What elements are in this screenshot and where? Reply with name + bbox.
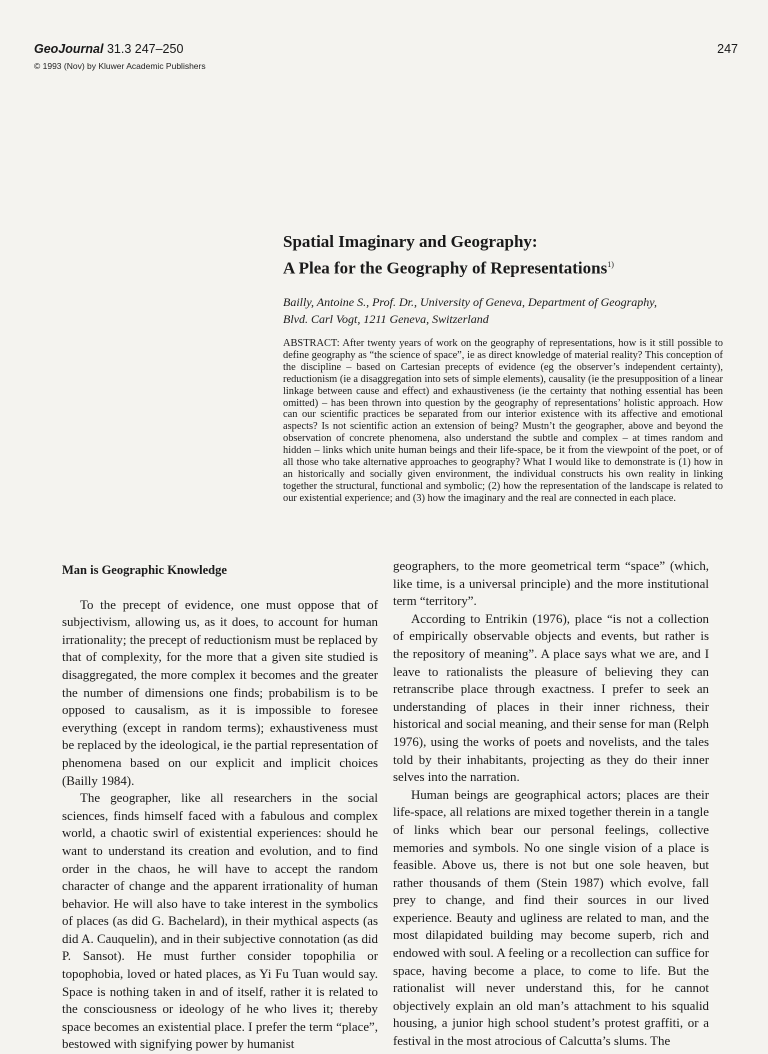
right-column xyxy=(393,558,709,1051)
journal-citation xyxy=(34,42,183,56)
body-paragraph: The geographer, like all researchers in the social sciences, finds himself faced with a fabulous and complex world, a chaotic swirl of existential experiences: should he want to understand its creation and evolution, and to find order in the chaos, he will have to accept the random character of change and the apparent irrationality of human behavior. He will also have to take interest in the symbolics of places (as did G. Bachelard), in their mythical aspects (as did A. Cauquelin), and in their subjective connotation (as did P. Sansot). He must further consider topophilia or topophobia, loved or hated places, as Yi Fu Tuan would say. Space is nothing taken in and of itself, rather it is related to the consciousness or ideology of he who lives it; thereby space becomes an existential place. I prefer the term “place”, bestowed with signifying power by humanist xyxy=(62,791,378,1052)
title-line-2-text: A Plea for the Geography of Representations xyxy=(283,258,608,278)
author-affiliation xyxy=(283,294,723,327)
article-title xyxy=(283,230,723,280)
journal-name: GeoJournal xyxy=(34,42,104,56)
volume-pages: 31.3 247–250 xyxy=(106,42,184,56)
body-paragraph: According to Entrikin (1976), place “is not a collection of empirically observable objects and events, but rather is the repository of meaning”. A place says what we are, and I leave to rationalists the pleasure of believing they can retranscribe place through exactness. I prefer to seek an understanding of places in their inner richness, their historical and social meaning, and their sense for man (Relph 1976), using the works of poets and novelists, and the tales told by their inhabitants, projecting as they do their inner selves into the narration. xyxy=(393,611,709,785)
author-line-2: Blvd. Carl Vogt, 1211 Geneva, Switzerland xyxy=(283,311,489,326)
body-paragraph: To the precept of evidence, one must oppose that of subjectivism, allowing us, as it does, to account for human irrationality; the precept of reductionism must be replaced by that of complexity, for the more that a given site studied is disaggregated, the more complex it becomes and the greater the number of dimensions one finds; probabilism is to be opposed to causalism, as it is impossible to foresee everything (except in random terms); exhaustiveness must be replaced by the ideological, ie the partial representation of phenomena based on our explicit and implicit choices (Bailly 1984). xyxy=(62,597,378,788)
title-line-1: Spatial Imaginary and Geography: xyxy=(283,232,538,251)
section-heading: Man is Geographic Knowledge xyxy=(62,563,227,577)
left-column xyxy=(62,562,378,1054)
abstract: ABSTRACT: After twenty years of work on the geography of representations, how is it still possible to define geography as “the science of space”, ie as direct knowledge of material reality? This conception of the discipline – based on Cartesian precepts of evidence (eg the observer’s independent certainty), reductionism (ie a disaggregation into sets of simple elements), causality (ie the presupposition of a linear linkage between cause and effect) and exhaustiveness (ie the certainty that nothing essential has been omitted) – has been thrown into question by the geography of representations’ holistic approach. How can our scientific practices be separated from our interior existence with its affective and emotional aspects? Is not scientific action an extension of being? Mustn’t the geographer, above and beyond the observation of concrete phenomena, also understand the subtle and complex – at times random and hidden – links which unite human beings and their life-space, be it from the viewpoint of the poet, or of all those who take alternative approaches to geography? What I would like to demonstrate is (1) how in an historically and socially given environment, the individual constructs his own reality in linking together the structural, functional and symbolic; (2) how the representation of the landscape is related to our existential experience; and (3) how the imaginary and the real are connected in each place. xyxy=(283,338,723,504)
page-number: 247 xyxy=(717,42,738,56)
footnote-marker: 1) xyxy=(607,260,614,269)
title-line-2 xyxy=(283,253,723,280)
body-paragraph-continuation: geographers, to the more geometrical term “space” (which, like time, is a universal principle) and the more institutional term “territory”. xyxy=(393,559,709,609)
author-line-1: Bailly, Antoine S., Prof. Dr., University of Geneva, Department of Geography, xyxy=(283,295,657,309)
body-paragraph: Human beings are geographical actors; places are their life-space, all relations are mixed together therein in a tangle of links which bear our personal feelings, collective memories and symbols. No one single vision of a place is feasible. Above us, there is not but one sole heaven, but rather thousands of them (Stein 1987) which evolve, fall prey to change, and find their sources in our lived experience. Beauty and ugliness are related to man, and the most dilapidated building may become superb, rich and endowed with soul. A feeling or a recollection can suffice for space, having become a place, to come to life. But the rationalist will never understand this, for he cannot objectively explain an old man’s attachment to his squalid housing, a junior high school student’s protest graffiti, or a festival in the most atrocious of Calcutta’s slums. The xyxy=(393,787,709,1049)
copyright-line: © 1993 (Nov) by Kluwer Academic Publishers xyxy=(34,61,206,71)
